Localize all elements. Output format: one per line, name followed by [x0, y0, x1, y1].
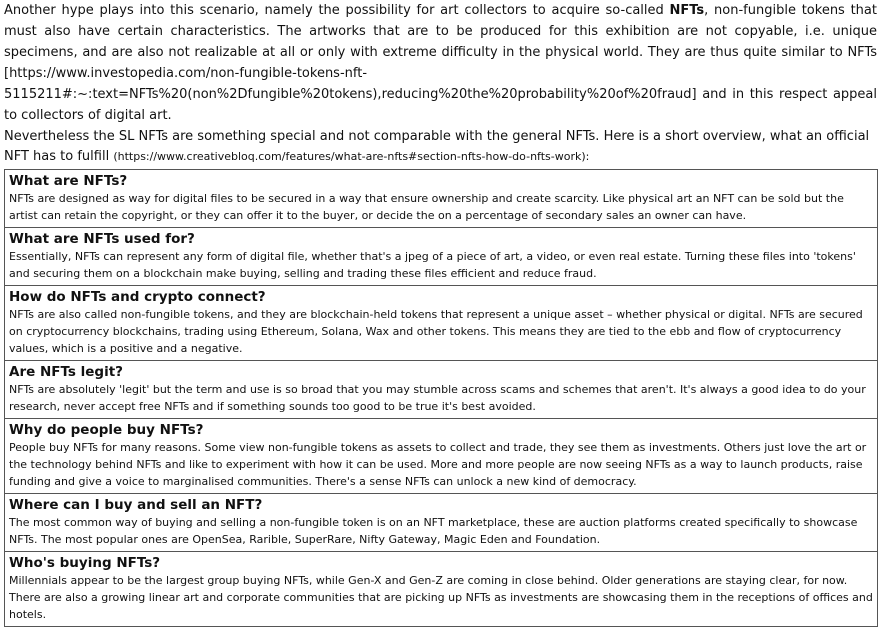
faq-cell	[5, 170, 878, 228]
intro-text-start: Another hype plays into this scenario, namely the possibility for art collectors to acquire so-called	[4, 3, 670, 18]
faq-answer: People buy NFTs for many reasons. Some view non-fungible tokens as assets to collect and trade, they see them as investments. Others just love the art or the technology behind NFTs and like to experiment with how it can be used. More and more people are now seeing NFTs as a way to launch products, raise funding and give a voice to marginalised communities. There's a sense NFTs can unlock a new kind of democracy.	[9, 441, 867, 488]
faq-row	[5, 419, 878, 494]
faq-cell	[5, 361, 878, 419]
faq-row	[5, 361, 878, 419]
faq-answer: NFTs are also called non-fungible tokens, and they are blockchain-held tokens that represent a unique asset – whether physical or digital. NFTs are secured on cryptocurrency blockchains, trading using Ethereum, Solana, Wax and other tokens. This means they are tied to the ebb and flow of cryptocurrency values, which is a positive and a negative.	[9, 308, 863, 355]
intro-paragraph	[4, 0, 877, 126]
faq-question: How do NFTs and crypto connect?	[9, 289, 266, 305]
intro-text-rest: , non-fungible tokens that must also have certain characteristics. The artworks that are to be produced for this exhibition are not copyable, i.e. unique specimens, and are also not realizable at all or only with extreme difficulty in the physical world. They are thus quite similar to NFTs [https://www.investopedia.com/non-fungible-tokens-nft-5115211#:~:text=NFTs%20(non%2Dfungible%20tokens),reducing%20the%20probability%20of%20fraud] and in this respect appeal to collectors of digital art.	[4, 3, 877, 123]
faq-question: What are NFTs used for?	[9, 231, 195, 247]
faq-question: Why do people buy NFTs?	[9, 422, 204, 438]
faq-answer: Essentially, NFTs can represent any form of digital file, whether that's a jpeg of a piece of art, a video, or even real estate. Turning these files into 'tokens' and securing them on a blockchain make buying, selling and trading these files efficient and reduce fraud.	[9, 250, 856, 280]
faq-row	[5, 228, 878, 286]
nft-faq-table	[4, 169, 878, 627]
faq-cell	[5, 552, 878, 627]
faq-row	[5, 286, 878, 361]
faq-question: Are NFTs legit?	[9, 364, 123, 380]
faq-row	[5, 494, 878, 552]
overview-paragraph	[4, 127, 877, 167]
faq-answer: NFTs are absolutely 'legit' but the term and use is so broad that you may stumble across scams and schemes that aren't. It's always a good idea to do your research, never accept free NFTs and if something sounds too good to be true it's best avoided.	[9, 383, 866, 413]
intro-bold-term: NFTs	[669, 3, 705, 18]
faq-cell	[5, 419, 878, 494]
faq-question: Where can I buy and sell an NFT?	[9, 497, 263, 513]
faq-question: What are NFTs?	[9, 173, 128, 189]
faq-cell	[5, 494, 878, 552]
faq-question: Who's buying NFTs?	[9, 555, 161, 571]
faq-row	[5, 170, 878, 228]
faq-answer: The most common way of buying and selling a non-fungible token is on an NFT marketplace, these are auction platforms created specifically to showcase NFTs. The most popular ones are OpenSea, Rarible, SuperRare, Nifty Gateway, Magic Eden and Foundation.	[9, 516, 858, 546]
faq-answer: NFTs are designed as way for digital files to be secured in a way that ensure ownership and create scarcity. Like physical art an NFT can be sold but the artist can retain the copyright, or they can offer it to the buyer, or decide the on a percentage of secondary sales an owner can have.	[9, 192, 844, 222]
faq-row	[5, 552, 878, 627]
faq-cell	[5, 286, 878, 361]
overview-source-link[interactable]: (https://www.creativebloq.com/features/what-are-nfts#section-nfts-how-do-nfts-work):	[113, 150, 590, 163]
overview-text: Nevertheless the SL NFTs are something special and not comparable with the general NFTs. Here is a short overview, what an official NFT has to fulfill	[4, 129, 870, 164]
faq-answer: Millennials appear to be the largest group buying NFTs, while Gen-X and Gen-Z are coming in close behind. Older generations are staying clear, for now. There are also a growing linear art and corporate communities that are picking up NFTs as investments are showcasing them in the receptions of offices and hotels.	[9, 574, 873, 621]
faq-cell	[5, 228, 878, 286]
